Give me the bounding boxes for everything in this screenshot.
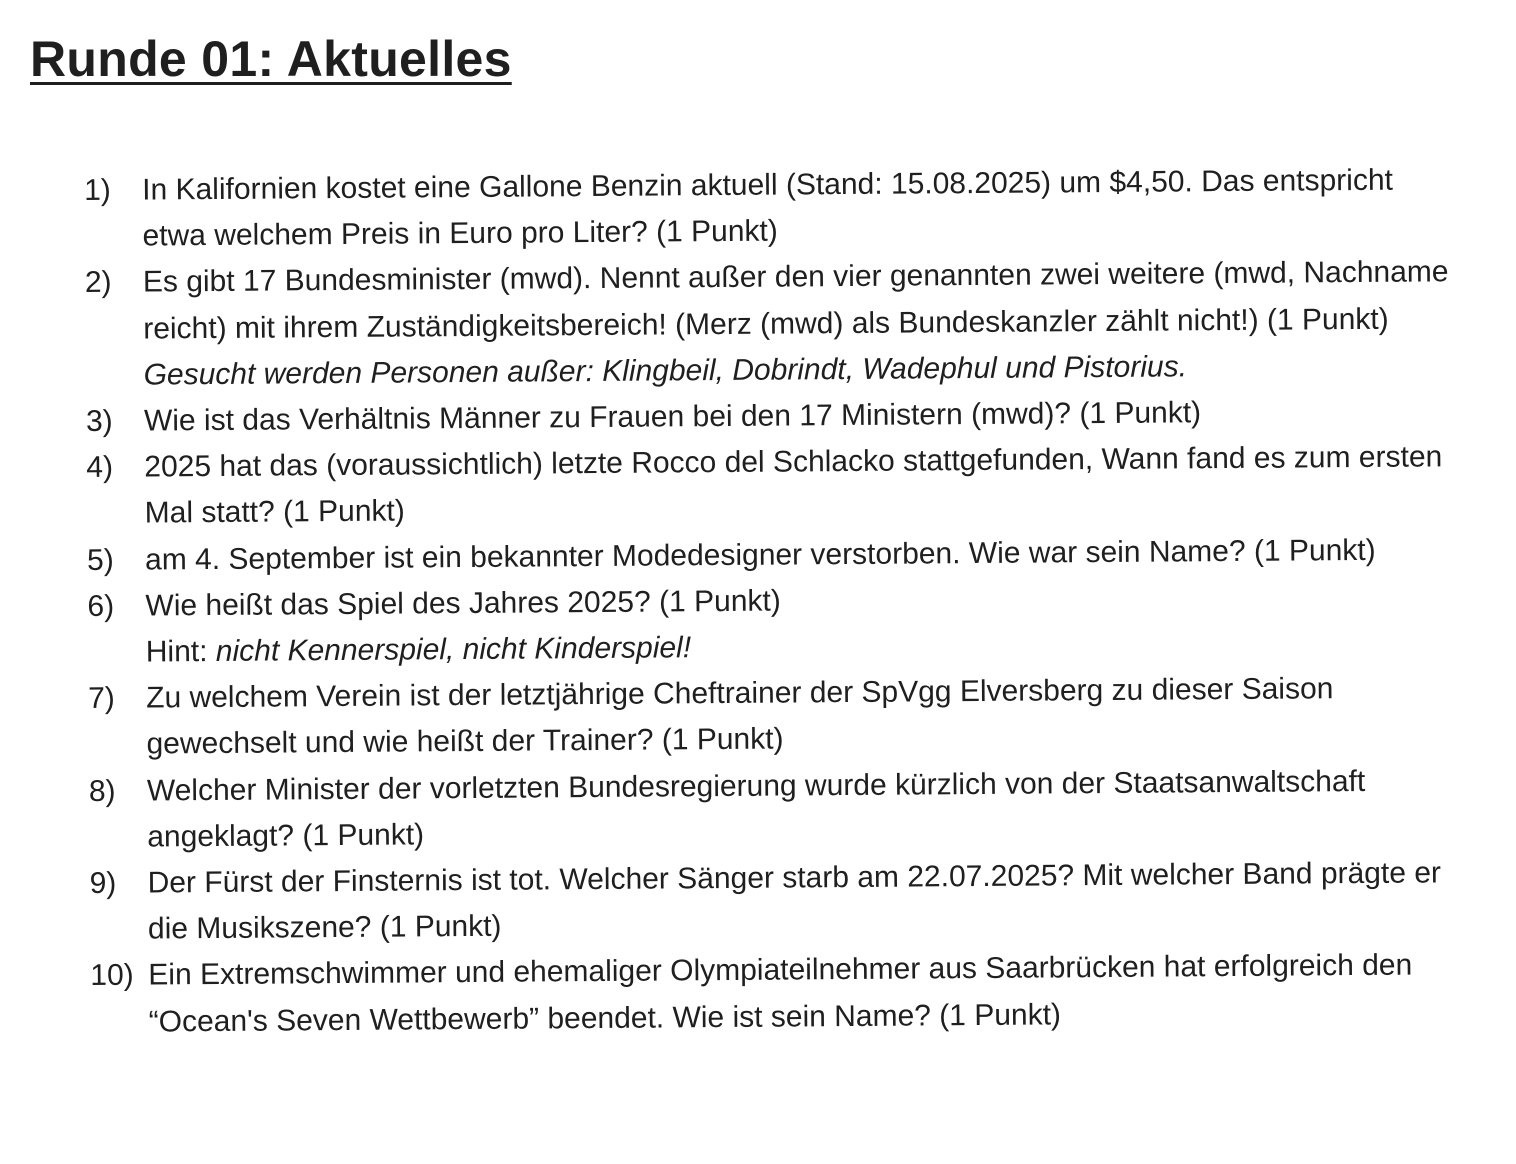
question-body [143,250,1466,399]
question-number: 10) [90,959,134,993]
question-body [142,157,1465,260]
question-text: Welcher Minister der vorletzten Bundesregierung wurde kürzlich von der Staatsanwaltschaft angeklagt? (1 Punkt) [146,764,1366,854]
question-number: 4) [86,451,114,485]
question-number: 2) [84,266,112,300]
question-number: 7) [88,682,115,716]
question-number: 3) [85,404,113,439]
page-title: Runde 01: Aktuelles [30,31,512,87]
question-body [148,943,1471,1046]
question-7 [88,665,1469,768]
question-text: Es gibt 17 Bundesminister (mwd). Nennt außer den vier genannten zwei weitere (mwd, Nachname reicht) mit ihrem Zuständigkeitsbereich! (Merz (mwd) als Bundeskanzler zählt nicht!) (1 Punkt) [142,255,1449,346]
question-body [146,665,1469,768]
question-text: In Kalifornien kostet eine Gallone Benzin aktuell (Stand: 15.08.2025) um $4,50. Das entspricht etwa welchem Preis in Euro pro Liter? (1 Punkt) [142,163,1394,253]
question-number: 6) [87,589,115,623]
question-text: 2025 hat das (voraussichtlich) letzte Rocco del Schlacko stattgefunden, Wann fand es zum ersten Mal statt? (1 Punkt) [144,440,1443,530]
question-4 [86,434,1467,537]
question-number: 8) [88,774,116,808]
question-6 [87,573,1468,676]
question-10 [90,943,1471,1046]
question-text: Der Fürst der Finsternis ist tot. Welcher Sänger starb am 22.07.2025? Mit welcher Band prägte er die Musikszene? (1 Punkt) [147,856,1442,946]
question-number: 1) [84,173,111,207]
question-text: Ein Extremschwimmer und ehemaliger Olympiateilnehmer aus Saarbrücken hat erfolgreich den “Ocean's Seven Wettbewerb” beendet. Wie ist sein Name? (1 Punkt) [148,949,1413,1039]
question-body [147,850,1470,953]
question-2 [85,250,1466,399]
question-text: am 4. September ist ein bekannter Modedesigner verstorben. Wie war sein Name? (1 Punkt) [144,533,1376,577]
hint-text: nicht Kennerspiel, nicht Kinderspiel! [215,631,692,669]
question-body [144,434,1467,537]
question-1 [84,157,1465,260]
question-number: 9) [89,866,117,901]
question-body [147,758,1470,861]
question-text: Zu welchem Verein ist der letztjährige Cheftrainer der SpVgg Elversberg zu dieser Saison gewechselt und wie heißt der Trainer? (1 Punkt) [146,672,1334,761]
hint-label: Hint: [145,635,216,669]
question-body [145,573,1468,676]
question-note: Gesucht werden Personen außer: Klingbeil, Dobrindt, Wadephul und Pistorius. [143,350,1188,392]
question-list [84,157,1471,1046]
question-text: Wie heißt das Spiel des Jahres 2025? (1 Punkt) [145,584,781,623]
question-9 [89,850,1470,953]
question-number: 5) [86,543,114,577]
question-text: Wie ist das Verhältnis Männer zu Frauen bei den 17 Ministern (mwd)? (1 Punkt) [143,396,1202,438]
question-8 [89,758,1470,861]
